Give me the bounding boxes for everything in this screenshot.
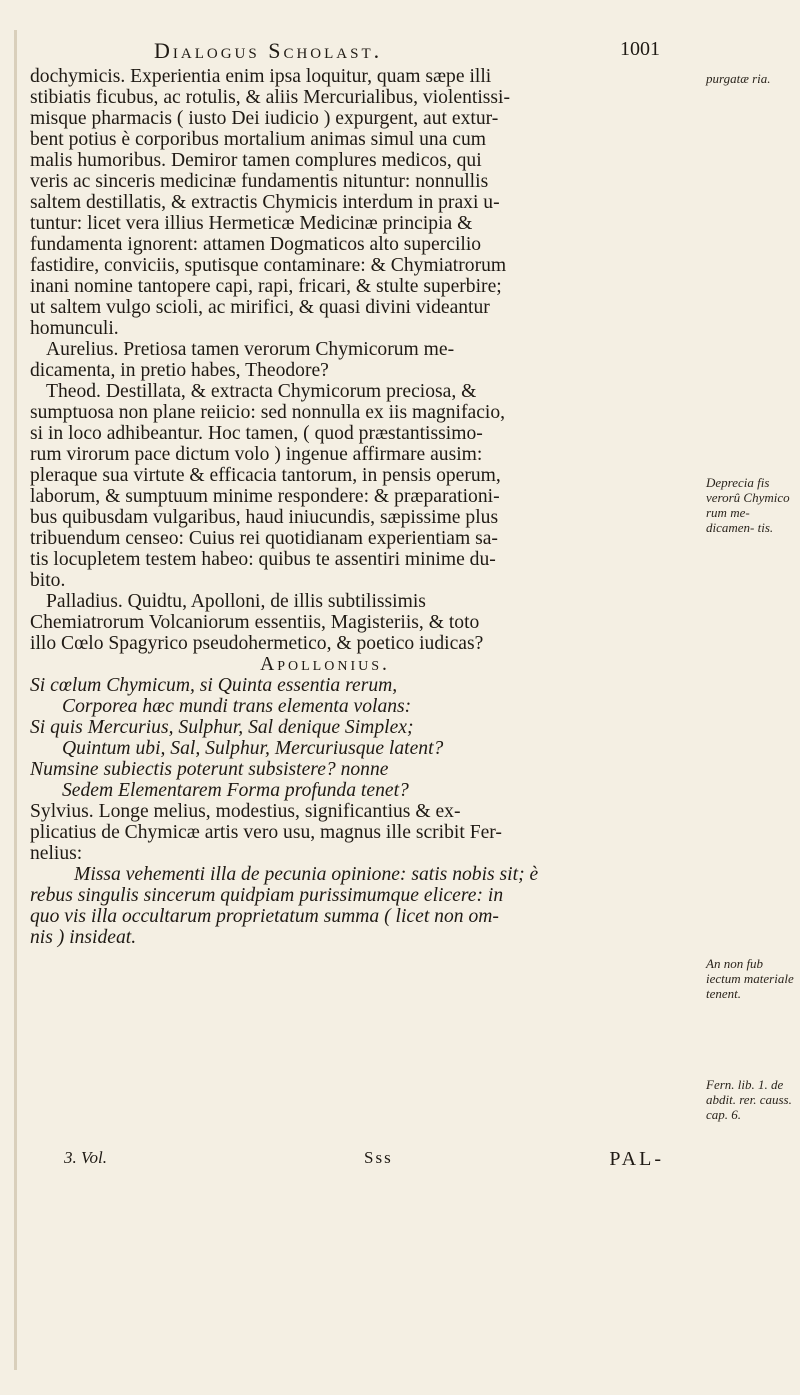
catchword: PAL- (609, 1148, 664, 1170)
text-line: fundamenta ignorent: attamen Dogmaticos alto supercilio (30, 234, 482, 255)
text-line: tis locupletem testem habeo: quibus te assentiri minime du- (30, 549, 496, 570)
main-text (30, 66, 620, 948)
text-line: sumptuosa non plane reiicio: sed nonnulla ex iis magnifacio, (30, 402, 506, 423)
speaker-line: Sylvius. Longe melius, modestius, significantius & ex- (30, 801, 461, 822)
text-line: veris ac sinceris medicinæ fundamentis nituntur: nonnullis (30, 171, 489, 192)
running-title: Dialogus Scholast. (154, 38, 383, 63)
text-line: tribuendum censeo: Cuius rei quotidianam experientiam sa- (30, 528, 498, 549)
volume-mark: 3. Vol. (64, 1148, 107, 1167)
text-line: bent potius è corporibus mortalium animas simul una cum (30, 129, 487, 150)
text-line: malis humoribus. Demiror tamen complures medicos, qui (30, 150, 482, 171)
quote-line: nis ) insideat. (30, 927, 137, 948)
marginal-note: Fern. lib. 1. de abdit. rer. causs. cap. 6. (706, 1077, 792, 1122)
marginal-note: purgatæ ria. (706, 71, 771, 86)
verse-line: Numsine subiectis poterunt subsistere? nonne (30, 759, 389, 780)
text-line: dochymicis. Experientia enim ipsa loquitur, quam sæpe illi (30, 66, 492, 87)
verse-line: Quintum ubi, Sal, Sulphur, Mercuriusque latent? (62, 738, 444, 759)
verse-line: Si cœlum Chymicum, si Quinta essentia rerum, (30, 675, 398, 696)
text-line: inani nomine tantopere capi, rapi, fricari, & stulte superbire; (30, 276, 502, 297)
marginal-note: Deprecia fis verorû Chymico rum me- dicamen- tis. (706, 475, 790, 535)
quote-line: Missa vehementi illa de pecunia opinione: satis nobis sit; è (74, 864, 539, 885)
page-footer (64, 1148, 664, 1172)
text-line: saltem destillatis, & extractis Chymicis interdum in praxi u- (30, 192, 500, 213)
speaker-line: Theod. Destillata, & extracta Chymicorum preciosa, & (46, 381, 477, 402)
verse-line: Sedem Elementarem Forma profunda tenet? (62, 780, 409, 801)
text-line: illo Cœlo Spagyrico pseudohermetico, & poetico iudicas? (30, 633, 484, 654)
text-line: tuntur: licet vera illius Hermeticæ Medicinæ principia & (30, 213, 473, 234)
verse-line: Si quis Mercurius, Sulphur, Sal denique Simplex; (30, 717, 414, 738)
page-number: 1001 (620, 38, 660, 60)
text-line: fastidire, conviciis, sputisque contaminare: & Chymiatrorum (30, 255, 507, 276)
text-line: laborum, & sumptuum minime respondere: & præparationi- (30, 486, 500, 507)
text-line: homunculi. (30, 318, 119, 339)
text-line: stibiatis ficubus, ac rotulis, & aliis Mercurialibus, violentissi- (30, 87, 510, 108)
text-line: ut saltem vulgo scioli, ac mirifici, & quasi divini videantur (30, 297, 490, 318)
text-line: pleraque sua virtute & efficacia tantorum, in pensis operum, (30, 465, 501, 486)
marginal-note: An non fub iectum materiale tenent. (706, 956, 794, 1001)
text-line: bito. (30, 570, 66, 591)
signature-mark: Sss (364, 1148, 393, 1167)
quote-line: rebus singulis sincerum quidpiam purissimumque elicere: in (30, 885, 504, 906)
text-line: Chemiatrorum Volcaniorum essentiis, Magisteriis, & toto (30, 612, 480, 633)
text-line: si in loco adhibeantur. Hoc tamen, ( quod præstantissimo- (30, 423, 483, 444)
speaker-line: Aurelius. Pretiosa tamen verorum Chymicorum me- (46, 339, 455, 360)
binding-gutter (14, 30, 17, 1370)
verse-line: Corporea hæc mundi trans elementa volans: (62, 696, 412, 717)
text-line: dicamenta, in pretio habes, Theodore? (30, 360, 329, 381)
text-line: bus quibusdam vulgaribus, haud iniucundis, sæpissime plus (30, 507, 499, 528)
text-line: misque pharmacis ( iusto Dei iudicio ) expurgent, aut extur- (30, 108, 499, 129)
speaker-line: Palladius. Quidtu, Apolloni, de illis subtilissimis (46, 591, 426, 612)
text-line: nelius: (30, 843, 83, 864)
text-line: rum virorum pace dictum volo ) ingenue affirmare ausim: (30, 444, 483, 465)
text-line: plicatius de Chymicæ artis vero usu, magnus ille scribit Fer- (30, 822, 502, 843)
quote-line: quo vis illa occultarum proprietatum summa ( licet non om- (30, 906, 499, 927)
running-header (100, 38, 660, 66)
speaker-heading: Apollonius. (260, 654, 390, 675)
